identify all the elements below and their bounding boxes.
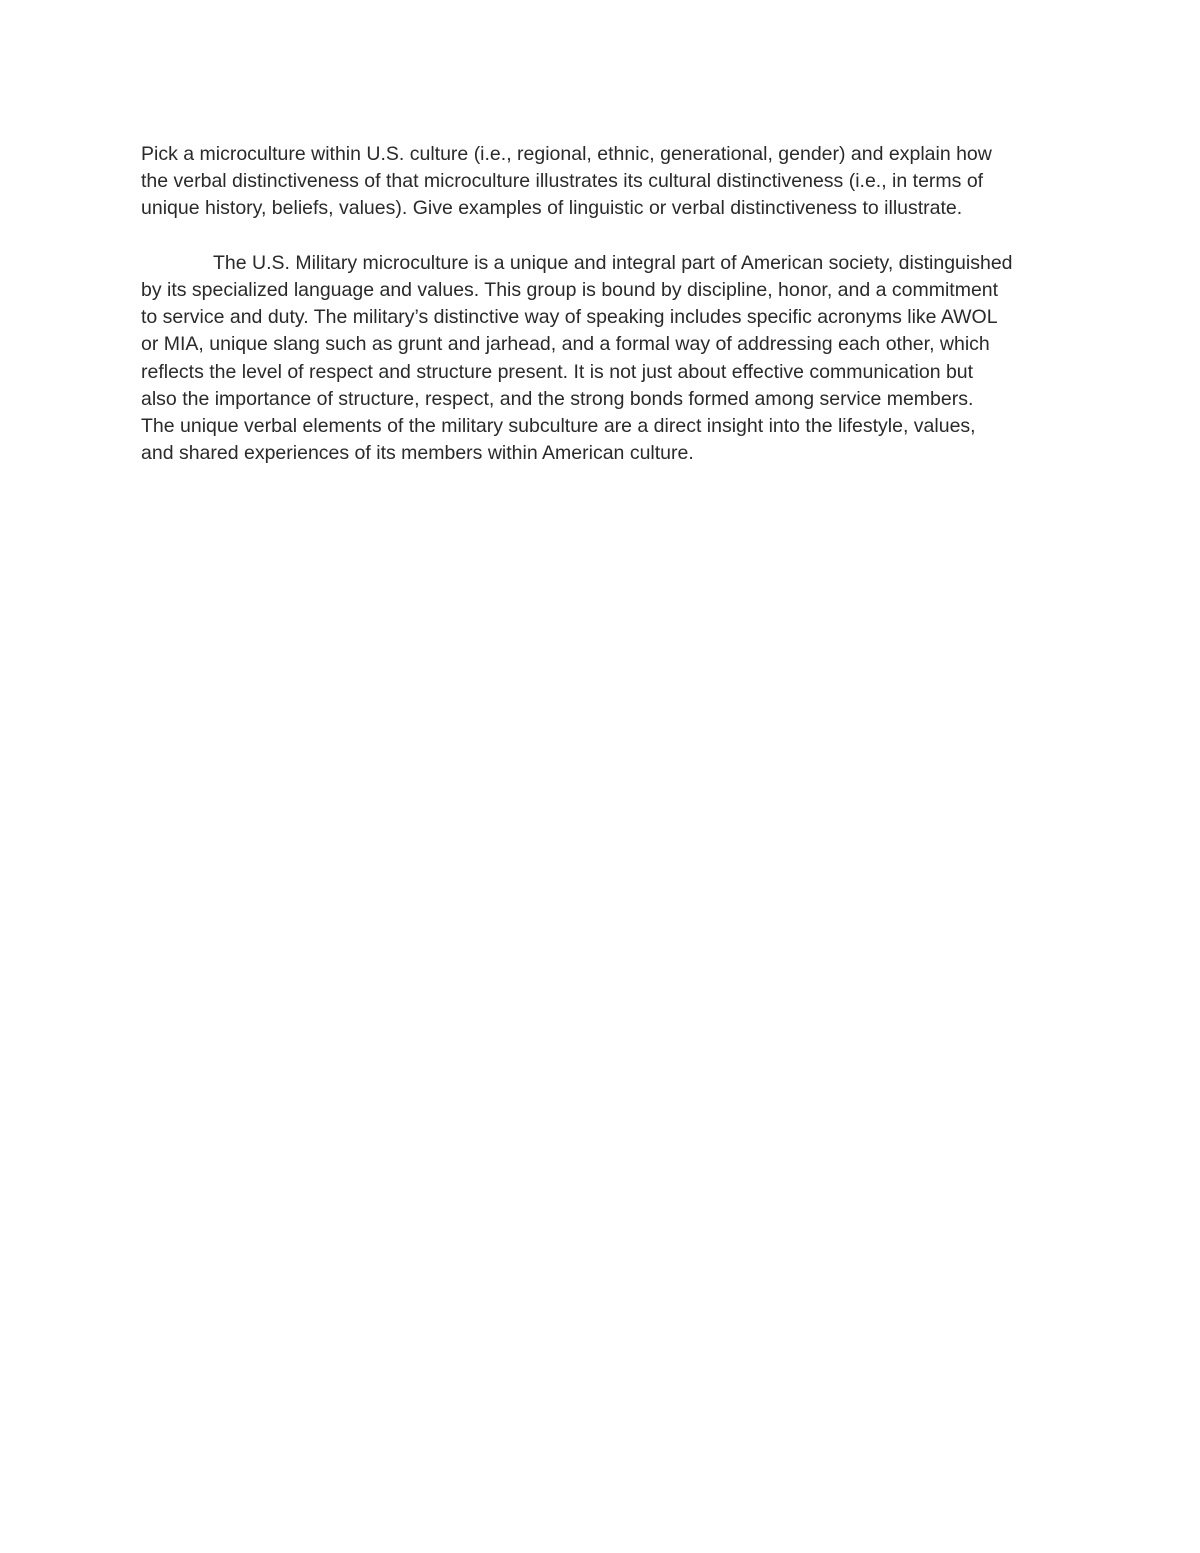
- response-line: reflects the level of respect and structure present. It is not just about effective communication but: [141, 360, 974, 383]
- paragraph-spacer: [141, 223, 1066, 250]
- response-line: The unique verbal elements of the military subculture are a direct insight into the lifestyle, values,: [141, 415, 976, 438]
- response-line-text: The U.S. Military microculture is a unique and integral part of American society, distinguished: [213, 251, 1013, 274]
- prompt-line: Pick a microculture within U.S. culture (i.e., regional, ethnic, generational, gender) and explain how: [141, 143, 992, 165]
- response-line: by its specialized language and values. This group is bound by discipline, honor, and a commitment: [141, 279, 999, 301]
- response-line-first: [141, 250, 1066, 277]
- prompt-paragraph: [141, 141, 1066, 223]
- response-line: or MIA, unique slang such as grunt and jarhead, and a formal way of addressing each other, which: [141, 333, 990, 356]
- response-paragraph: [141, 250, 1066, 468]
- response-line: and shared experiences of its members within American culture.: [141, 442, 694, 465]
- document-body: [141, 141, 1066, 467]
- response-line: also the importance of structure, respect, and the strong bonds formed among service members.: [141, 387, 974, 410]
- prompt-line: the verbal distinctiveness of that microculture illustrates its cultural distinctiveness (i.e., in terms of: [141, 170, 984, 193]
- prompt-line: unique history, beliefs, values). Give examples of linguistic or verbal distinctiveness to illustrate.: [141, 197, 963, 220]
- response-line: to service and duty. The military’s distinctive way of speaking includes specific acronyms like AWOL: [141, 306, 998, 329]
